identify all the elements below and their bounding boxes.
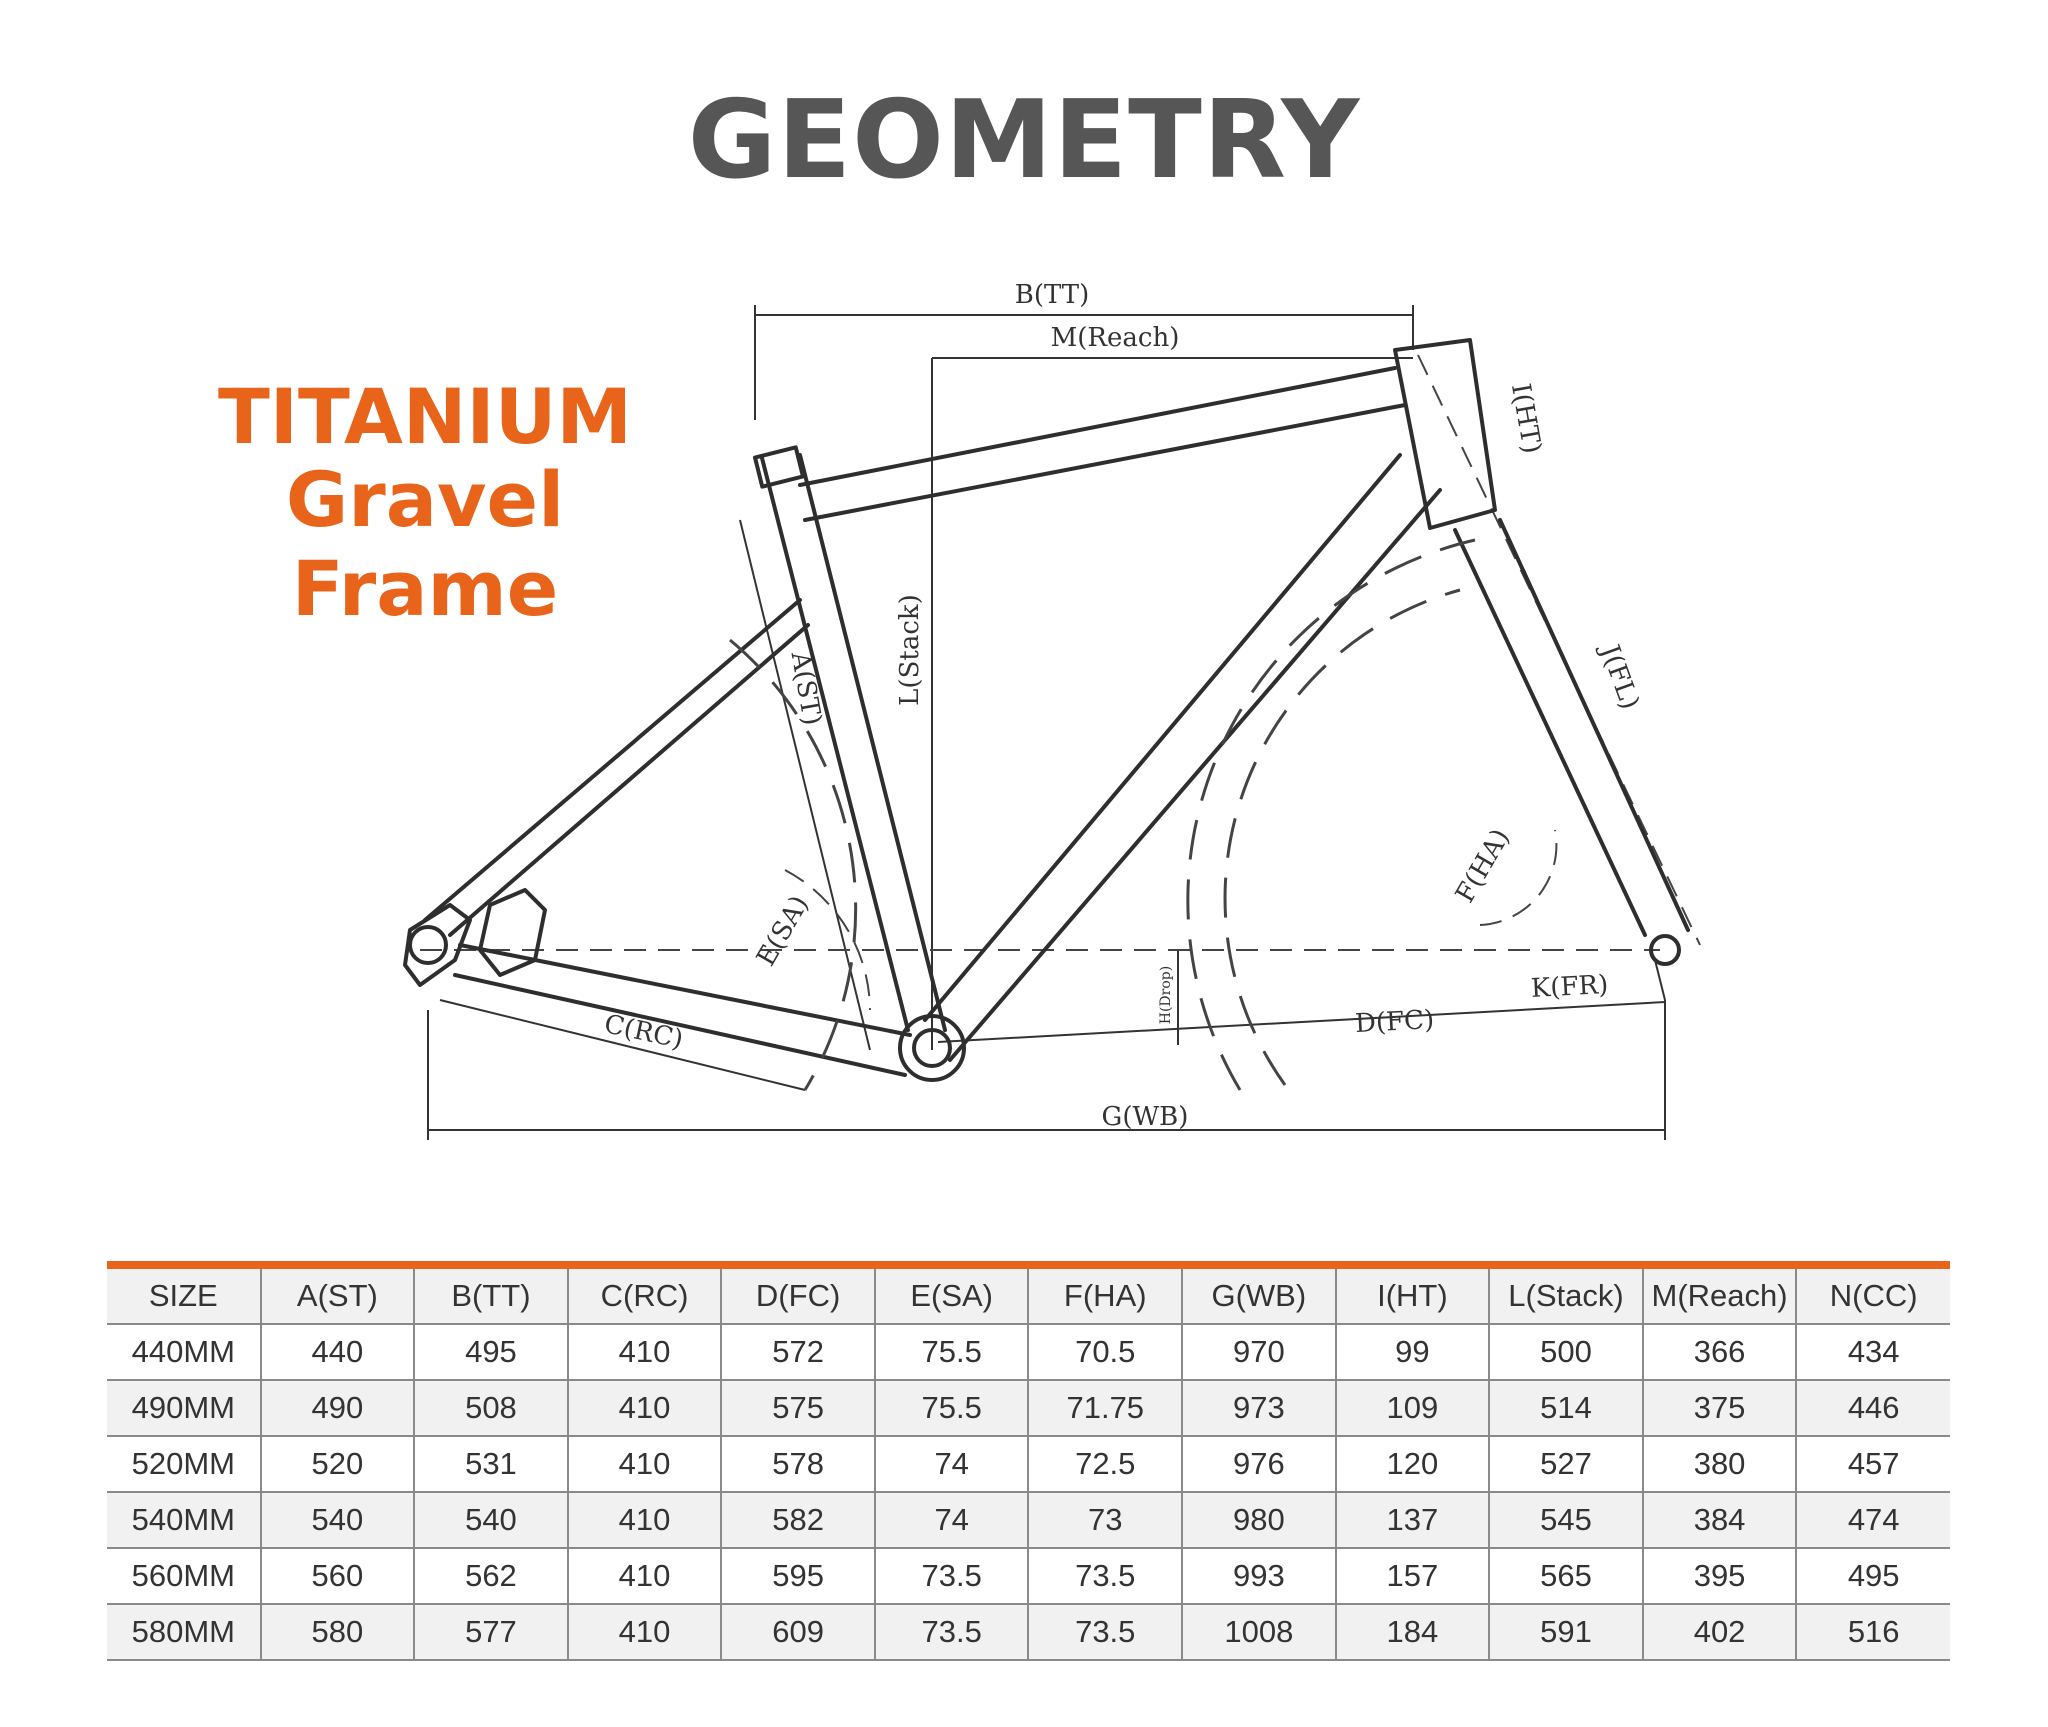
table-cell: 73.5 <box>875 1548 1029 1604</box>
size-cell: 520MM <box>107 1436 261 1492</box>
frame-type-label: Gravel Frame <box>285 455 565 633</box>
geometry-table <box>107 1261 1950 1661</box>
label-reach: M(Reach) <box>1050 323 1180 353</box>
table-cell: 70.5 <box>1028 1324 1182 1380</box>
table-cell: 75.5 <box>875 1380 1029 1436</box>
label-drop: H(Drop) <box>1158 965 1174 1025</box>
label-fc: D(FC) <box>1354 1004 1435 1040</box>
label-rc: C(RC) <box>601 1009 686 1056</box>
size-cell: 580MM <box>107 1604 261 1660</box>
table-cell: 410 <box>568 1380 722 1436</box>
table-cell: 75.5 <box>875 1324 1029 1380</box>
table-cell: 970 <box>1182 1324 1336 1380</box>
header-cell: A(ST) <box>261 1269 415 1324</box>
table-cell: 74 <box>875 1436 1029 1492</box>
table-cell: 495 <box>414 1324 568 1380</box>
table-header-row <box>107 1269 1950 1324</box>
table-row <box>107 1492 1950 1548</box>
table-cell: 565 <box>1489 1548 1643 1604</box>
header-cell: M(Reach) <box>1643 1269 1797 1324</box>
table-cell: 73.5 <box>875 1604 1029 1660</box>
header-cell: B(TT) <box>414 1269 568 1324</box>
page-title: GEOMETRY <box>687 78 1361 203</box>
table-cell: 474 <box>1796 1492 1950 1548</box>
table-accent-bar <box>107 1261 1950 1269</box>
table-cell: 500 <box>1489 1324 1643 1380</box>
table-cell: 516 <box>1796 1604 1950 1660</box>
header-cell: L(Stack) <box>1489 1269 1643 1324</box>
table-cell: 434 <box>1796 1324 1950 1380</box>
table-cell: 375 <box>1643 1380 1797 1436</box>
table-cell: 71.75 <box>1028 1380 1182 1436</box>
label-st: A(ST) <box>784 649 828 728</box>
label-fr: K(FR) <box>1530 970 1609 1005</box>
table-cell: 380 <box>1643 1436 1797 1492</box>
header-cell: G(WB) <box>1182 1269 1336 1324</box>
table-cell: 520 <box>261 1436 415 1492</box>
table-cell: 109 <box>1336 1380 1490 1436</box>
table-cell: 120 <box>1336 1436 1490 1492</box>
table-cell: 575 <box>721 1380 875 1436</box>
table-cell: 973 <box>1182 1380 1336 1436</box>
table-cell: 410 <box>568 1492 722 1548</box>
table-cell: 395 <box>1643 1548 1797 1604</box>
table-row <box>107 1436 1950 1492</box>
label-tt: B(TT) <box>1014 280 1090 310</box>
table-cell: 578 <box>721 1436 875 1492</box>
table-row <box>107 1380 1950 1436</box>
table-cell: 74 <box>875 1492 1029 1548</box>
header-cell: C(RC) <box>568 1269 722 1324</box>
table-cell: 531 <box>414 1436 568 1492</box>
table-cell: 73.5 <box>1028 1604 1182 1660</box>
frame-material-label: TITANIUM <box>217 372 633 461</box>
header-cell: N(CC) <box>1796 1269 1950 1324</box>
table-cell: 410 <box>568 1324 722 1380</box>
table-cell: 446 <box>1796 1380 1950 1436</box>
table-cell: 72.5 <box>1028 1436 1182 1492</box>
table-cell: 157 <box>1336 1548 1490 1604</box>
table-cell: 545 <box>1489 1492 1643 1548</box>
table-row <box>107 1604 1950 1660</box>
table-cell: 402 <box>1643 1604 1797 1660</box>
table-cell: 580 <box>261 1604 415 1660</box>
table-cell: 976 <box>1182 1436 1336 1492</box>
table-cell: 591 <box>1489 1604 1643 1660</box>
label-ha: F(HA) <box>1450 823 1517 909</box>
table-cell: 410 <box>568 1548 722 1604</box>
table-cell: 410 <box>568 1436 722 1492</box>
table-cell: 490 <box>261 1380 415 1436</box>
table-cell: 184 <box>1336 1604 1490 1660</box>
table-cell: 440 <box>261 1324 415 1380</box>
frame-tubes <box>405 340 1688 1080</box>
table-cell: 384 <box>1643 1492 1797 1548</box>
size-cell: 560MM <box>107 1548 261 1604</box>
table-cell: 609 <box>721 1604 875 1660</box>
header-cell: I(HT) <box>1336 1269 1490 1324</box>
table-cell: 366 <box>1643 1324 1797 1380</box>
table-cell: 540 <box>261 1492 415 1548</box>
table-row <box>107 1548 1950 1604</box>
table-cell: 508 <box>414 1380 568 1436</box>
table-cell: 980 <box>1182 1492 1336 1548</box>
label-sa: E(SA) <box>751 890 816 972</box>
table-cell: 560 <box>261 1548 415 1604</box>
table-cell: 137 <box>1336 1492 1490 1548</box>
table-cell: 457 <box>1796 1436 1950 1492</box>
table-cell: 1008 <box>1182 1604 1336 1660</box>
size-cell: 540MM <box>107 1492 261 1548</box>
table-cell: 572 <box>721 1324 875 1380</box>
table-cell: 527 <box>1489 1436 1643 1492</box>
table-cell: 73.5 <box>1028 1548 1182 1604</box>
label-fl: J(FL) <box>1594 641 1645 714</box>
table-cell: 993 <box>1182 1548 1336 1604</box>
size-cell: 490MM <box>107 1380 261 1436</box>
label-ht: I(HT) <box>1504 381 1547 456</box>
table-cell: 540 <box>414 1492 568 1548</box>
header-cell: SIZE <box>107 1269 261 1324</box>
table-cell: 562 <box>414 1548 568 1604</box>
table-cell: 410 <box>568 1604 722 1660</box>
table-cell: 582 <box>721 1492 875 1548</box>
header-cell: E(SA) <box>875 1269 1029 1324</box>
header-cell: D(FC) <box>721 1269 875 1324</box>
table-cell: 577 <box>414 1604 568 1660</box>
table-cell: 495 <box>1796 1548 1950 1604</box>
label-wb: G(WB) <box>1101 1102 1189 1132</box>
table-cell: 73 <box>1028 1492 1182 1548</box>
table-cell: 595 <box>721 1548 875 1604</box>
label-stack: L(Stack) <box>895 594 925 706</box>
size-cell: 440MM <box>107 1324 261 1380</box>
table-cell: 514 <box>1489 1380 1643 1436</box>
table-cell: 99 <box>1336 1324 1490 1380</box>
header-cell: F(HA) <box>1028 1269 1182 1324</box>
table-row <box>107 1324 1950 1380</box>
